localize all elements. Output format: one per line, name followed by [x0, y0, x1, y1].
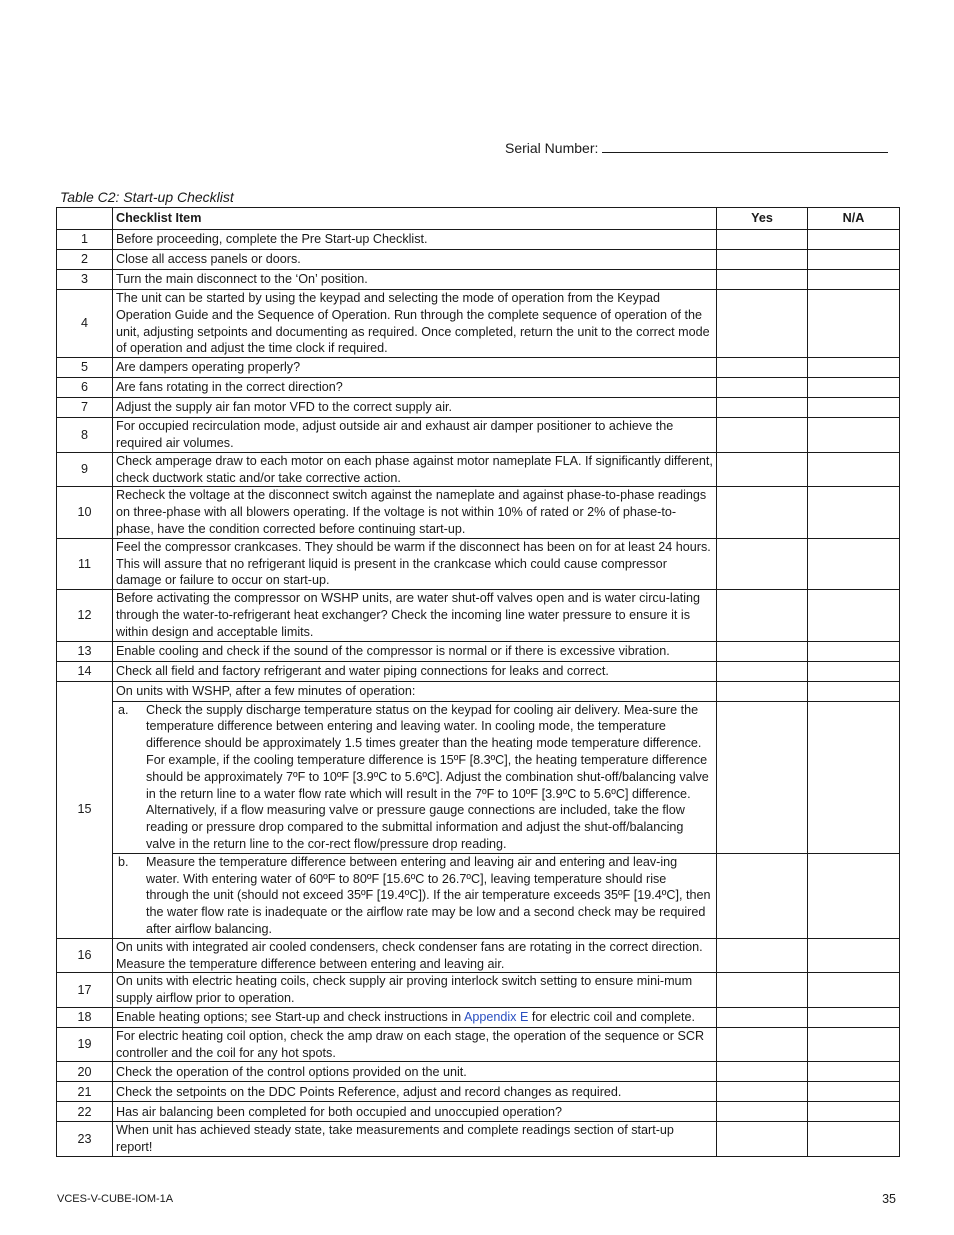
na-cell[interactable]: [808, 487, 900, 538]
yes-cell[interactable]: [717, 661, 808, 681]
row-text: Before proceeding, complete the Pre Start-up Checklist.: [113, 230, 717, 250]
subitem-text: Check the supply discharge temperature status on the keypad for cooling air delivery. Mea-sure the temperature difference between entering and leaving water. In cooling mode, the temperature difference should be approximately 1.5 times greater than the heating mode temperature difference. For example, if the cooling temperature difference is 15ºF [8.3ºC], the heating temperature difference should be approximately 7ºF to 10ºF [3.9ºC to 5.6ºC]. Adjust the combination shut-off/balancing valve in the return line to a water flow rate which will result in the 7ºF to 10ºF [3.9ºC to 5.6ºC] difference. Alternatively, if a flow measuring valve or pressure gauge connections are included, take the flow reading or pressure drop compared to the submittal information and adjust the shut-off/balancing valve in the return line to the cor-rect flow/pressure drop reading.: [146, 702, 709, 851]
row-text-part: Enable heating options; see Start-up and check instructions in: [116, 1009, 464, 1024]
row-number: 3: [57, 270, 113, 290]
row-text: When unit has achieved steady state, take measurements and complete readings section of start-up report!: [113, 1122, 717, 1157]
row-number: 15: [57, 681, 113, 938]
table-row: [57, 250, 900, 270]
row-text: Are dampers operating properly?: [113, 358, 717, 378]
yes-cell[interactable]: [717, 973, 808, 1008]
yes-cell[interactable]: [717, 701, 808, 853]
table-row: [57, 270, 900, 290]
row-number: 5: [57, 358, 113, 378]
na-cell[interactable]: [808, 398, 900, 418]
na-cell[interactable]: [808, 358, 900, 378]
row-subitem-b: [113, 853, 717, 938]
table-header-row: [57, 208, 900, 230]
row-subitem-a: [113, 701, 717, 853]
na-cell[interactable]: [808, 230, 900, 250]
table-row: [57, 538, 900, 589]
row-text: On units with WSHP, after a few minutes of operation:: [113, 681, 717, 701]
table-caption: Table C2: Start-up Checklist: [60, 189, 234, 205]
row-text: For occupied recirculation mode, adjust outside air and exhaust air damper positioner to achieve the required air volumes.: [113, 418, 717, 453]
table-row: [57, 487, 900, 538]
na-cell[interactable]: [808, 378, 900, 398]
row-text: Recheck the voltage at the disconnect switch against the nameplate and against phase-to-phase readings on three-phase with all blowers operating. If the voltage is not within 10% of rated or 2% of phase-to-phase, have the condition corrected before continuing start-up.: [113, 487, 717, 538]
header-na: N/A: [808, 208, 900, 230]
table-row: [57, 590, 900, 641]
subitem-letter: a.: [118, 702, 129, 717]
row-text: On units with electric heating coils, check supply air proving interlock switch setting to ensure mini-mum supply airflow prior to operation.: [113, 973, 717, 1008]
table-row: [57, 1007, 900, 1027]
table-row-15a: [57, 701, 900, 853]
row-number: 9: [57, 452, 113, 487]
table-row: [57, 290, 900, 358]
table-row: [57, 358, 900, 378]
row-number: 6: [57, 378, 113, 398]
table-row: [57, 418, 900, 453]
na-cell[interactable]: [808, 1102, 900, 1122]
row-number: 17: [57, 973, 113, 1008]
yes-cell[interactable]: [717, 230, 808, 250]
na-cell[interactable]: [808, 1082, 900, 1102]
row-text: Has air balancing been completed for both occupied and unoccupied operation?: [113, 1102, 717, 1122]
row-text: Check all field and factory refrigerant and water piping connections for leaks and correct.: [113, 661, 717, 681]
row-text: Enable cooling and check if the sound of the compressor is normal or if there is excessive vibration.: [113, 641, 717, 661]
na-cell[interactable]: [808, 1122, 900, 1157]
na-cell[interactable]: [808, 1062, 900, 1082]
row-text: Check the operation of the control options provided on the unit.: [113, 1062, 717, 1082]
yes-cell[interactable]: [717, 681, 808, 701]
yes-cell[interactable]: [717, 290, 808, 358]
header-number: [57, 208, 113, 230]
yes-cell[interactable]: [717, 938, 808, 973]
na-cell[interactable]: [808, 973, 900, 1008]
row-number: 18: [57, 1007, 113, 1027]
row-number: 8: [57, 418, 113, 453]
row-number: 11: [57, 538, 113, 589]
row-text: Check the setpoints on the DDC Points Reference, adjust and record changes as required.: [113, 1082, 717, 1102]
table-row: [57, 230, 900, 250]
na-cell[interactable]: [808, 1007, 900, 1027]
row-text: Check amperage draw to each motor on each phase against motor nameplate FLA. If significantly different, check ductwork static and/or take corrective action.: [113, 452, 717, 487]
na-cell[interactable]: [808, 853, 900, 938]
header-checklist-item: Checklist Item: [113, 208, 717, 230]
table-row: [57, 661, 900, 681]
na-cell[interactable]: [808, 290, 900, 358]
row-text: Turn the main disconnect to the ‘On’ position.: [113, 270, 717, 290]
yes-cell[interactable]: [717, 250, 808, 270]
table-row: [57, 641, 900, 661]
table-row: [57, 378, 900, 398]
row-number: 4: [57, 290, 113, 358]
row-text: Before activating the compressor on WSHP units, are water shut-off valves open and is water circu-lating through the water-to-refrigerant heat exchanger? Check the incoming line water pressure to ensure it is within design and acceptable limits.: [113, 590, 717, 641]
na-cell[interactable]: [808, 270, 900, 290]
na-cell[interactable]: [808, 938, 900, 973]
na-cell[interactable]: [808, 590, 900, 641]
table-row: [57, 1027, 900, 1062]
na-cell[interactable]: [808, 701, 900, 853]
row-text: [113, 1007, 717, 1027]
row-number: 12: [57, 590, 113, 641]
yes-cell[interactable]: [717, 1062, 808, 1082]
appendix-e-link[interactable]: Appendix E: [463, 1009, 529, 1024]
table-row: [57, 938, 900, 973]
table-row-15b: [57, 853, 900, 938]
row-text: The unit can be started by using the keypad and selecting the mode of operation from the Keypad Operation Guide and the Sequence of Operation. Run through the complete sequence of operation of the unit, adjusting setpoints and documenting as required. Once completed, return the unit to the correct mode of operation and adjust the time clock if required.: [113, 290, 717, 358]
yes-cell[interactable]: [717, 1102, 808, 1122]
row-text: Close all access panels or doors.: [113, 250, 717, 270]
table-row: [57, 1122, 900, 1157]
yes-cell[interactable]: [717, 1122, 808, 1157]
yes-cell[interactable]: [717, 487, 808, 538]
row-text: Are fans rotating in the correct direction?: [113, 378, 717, 398]
yes-cell[interactable]: [717, 270, 808, 290]
na-cell[interactable]: [808, 418, 900, 453]
row-number: 1: [57, 230, 113, 250]
startup-checklist-table: [56, 207, 900, 1157]
subitem-letter: b.: [118, 854, 129, 869]
na-cell[interactable]: [808, 1027, 900, 1062]
yes-cell[interactable]: [717, 1007, 808, 1027]
table-row-15-intro: [57, 681, 900, 701]
row-number: 20: [57, 1062, 113, 1082]
row-number: 10: [57, 487, 113, 538]
yes-cell[interactable]: [717, 1027, 808, 1062]
page-number: 35: [882, 1192, 896, 1206]
row-number: 22: [57, 1102, 113, 1122]
yes-cell[interactable]: [717, 358, 808, 378]
yes-cell[interactable]: [717, 452, 808, 487]
na-cell[interactable]: [808, 641, 900, 661]
table-row: [57, 1062, 900, 1082]
yes-cell[interactable]: [717, 853, 808, 938]
na-cell[interactable]: [808, 250, 900, 270]
document-code: VCES-V-CUBE-IOM-1A: [57, 1193, 174, 1205]
row-number: 23: [57, 1122, 113, 1157]
yes-cell[interactable]: [717, 590, 808, 641]
table-row: [57, 1102, 900, 1122]
row-text: On units with integrated air cooled condensers, check condenser fans are rotating in the correct direction. Measure the temperature difference between entering and leaving air.: [113, 938, 717, 973]
serial-number-field: [505, 138, 888, 156]
yes-cell[interactable]: [717, 538, 808, 589]
yes-cell[interactable]: [717, 378, 808, 398]
table-row: [57, 973, 900, 1008]
yes-cell[interactable]: [717, 418, 808, 453]
row-number: 19: [57, 1027, 113, 1062]
na-cell[interactable]: [808, 661, 900, 681]
na-cell[interactable]: [808, 452, 900, 487]
row-number: 7: [57, 398, 113, 418]
row-text: Adjust the supply air fan motor VFD to the correct supply air.: [113, 398, 717, 418]
row-number: 14: [57, 661, 113, 681]
row-text-part: for electric coil and complete.: [528, 1009, 695, 1024]
header-yes: Yes: [717, 208, 808, 230]
serial-number-label: Serial Number:: [505, 140, 599, 156]
yes-cell[interactable]: [717, 1082, 808, 1102]
row-number: 16: [57, 938, 113, 973]
table-row: [57, 1082, 900, 1102]
row-text: Feel the compressor crankcases. They should be warm if the disconnect has been on for at least 24 hours. This will assure that no refrigerant liquid is present in the crankcase which could cause compressor damage or failure to occur on start-up.: [113, 538, 717, 589]
row-number: 21: [57, 1082, 113, 1102]
na-cell[interactable]: [808, 538, 900, 589]
subitem-text: Measure the temperature difference between entering and leaving air and entering and leav-ing water. With entering water of 60ºF to 80ºF [15.6ºC to 26.7ºC], leaving temperature should rise through the unit (should not exceed 35ºF [19.4ºC]). If the air temperature exceeds 35ºF [19.4ºC], then the water flow rate is inadequate or the airflow rate may be low and a second check may be required after airflow balancing.: [146, 854, 711, 936]
na-cell[interactable]: [808, 681, 900, 701]
serial-number-blank: [602, 138, 888, 153]
row-text: For electric heating coil option, check the amp draw on each stage, the operation of the sequence or SCR controller and the coil for any hot spots.: [113, 1027, 717, 1062]
table-row: [57, 398, 900, 418]
row-number: 2: [57, 250, 113, 270]
table-row: [57, 452, 900, 487]
yes-cell[interactable]: [717, 641, 808, 661]
row-number: 13: [57, 641, 113, 661]
yes-cell[interactable]: [717, 398, 808, 418]
